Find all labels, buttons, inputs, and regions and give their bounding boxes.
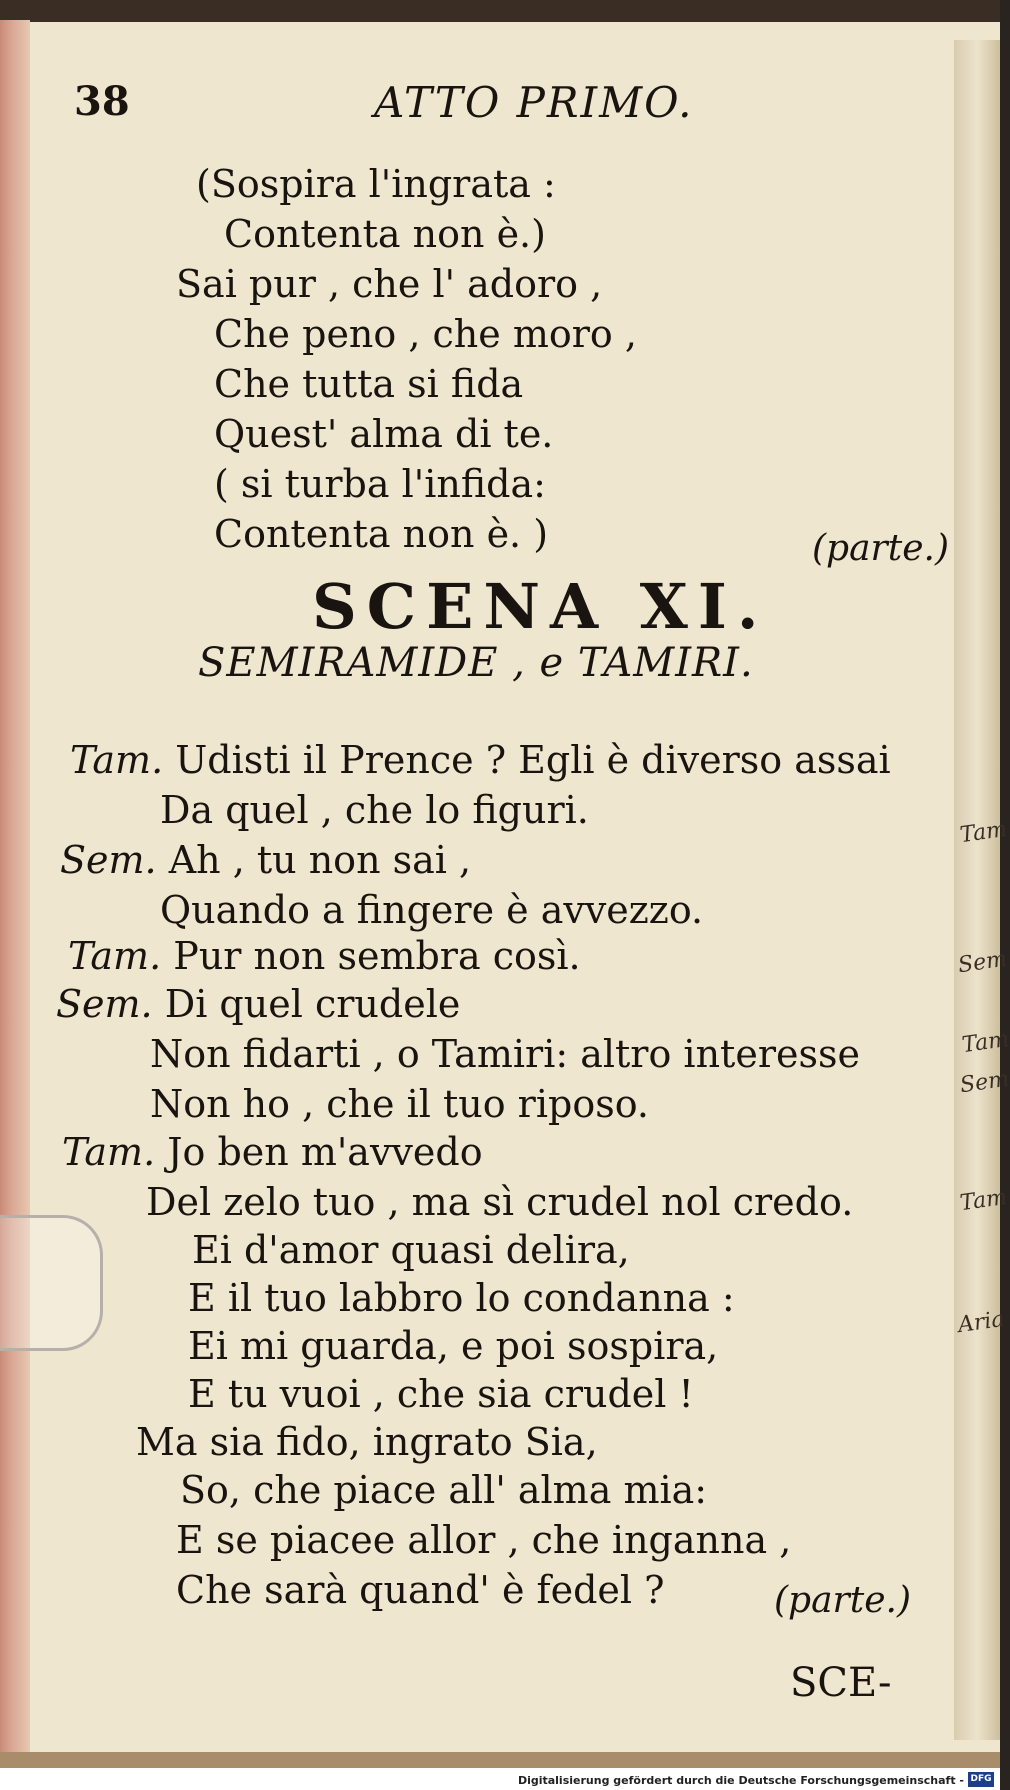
verse-line: Che peno , che moro , — [214, 312, 637, 356]
speaker-label: Tam. — [62, 1130, 156, 1174]
footer-bar — [0, 1768, 1000, 1790]
aria-line: So, che piace all' alma mia: — [180, 1468, 708, 1512]
margin-next-page-label: Aria — [956, 1306, 1007, 1339]
page-left-edge — [0, 20, 30, 1760]
speaker-label: Tam. — [68, 934, 162, 978]
verse-line: Quest' alma di te. — [214, 412, 554, 456]
dialogue-line: Non ho , che il tuo riposo. — [150, 1082, 649, 1126]
page-number: 38 — [74, 78, 130, 125]
footer-credit: Digitalisierung gefördert durch die Deutsche Forschungsgemeinschaft - — [517, 1774, 964, 1787]
verse-line: (Sospira l'ingrata : — [196, 162, 556, 206]
margin-next-page-label: Tam — [958, 816, 1009, 849]
verse-line: Contenta non è. ) — [214, 512, 549, 556]
stage-direction-exit: (parte.) — [774, 1580, 912, 1621]
dialogue-line: Da quel , che lo figuri. — [160, 788, 589, 832]
dialogue-line: Tam. Jo ben m'avvedo — [62, 1130, 483, 1174]
page-bottom-edge — [0, 1752, 1000, 1768]
verse-line: Che tutta si fida — [214, 362, 524, 406]
dialogue-line: Sem. Di quel crudele — [56, 982, 461, 1026]
aria-line: E il tuo labbro lo condanna : — [188, 1276, 735, 1320]
dfg-logo: DFG — [968, 1772, 994, 1787]
dialogue-line: Non fidarti , o Tamiri: altro interesse — [150, 1032, 860, 1076]
aria-line: Ei mi guarda, e poi sospira, — [188, 1324, 719, 1368]
aria-line: Ei d'amor quasi delira, — [192, 1228, 630, 1272]
speaker-label: Sem. — [56, 982, 153, 1026]
dialogue-line: Del zelo tuo , ma sì crudel nol credo. — [146, 1180, 854, 1224]
margin-next-page-label: Tam — [958, 1184, 1009, 1217]
catchword: SCE- — [790, 1660, 892, 1706]
speaker-label: Sem. — [60, 838, 157, 882]
scene-characters: SEMIRAMIDE , e TAMIRI. — [198, 640, 754, 686]
page-top-shadow — [0, 0, 1000, 22]
dialogue-line: Tam. Udisti il Prence ? Egli è diverso assai — [70, 738, 891, 782]
page-header — [74, 78, 940, 134]
speaker-label: Tam. — [70, 738, 164, 782]
aria-line: Che sarà quand' è fedel ? — [176, 1568, 665, 1612]
margin-next-page-label: Sem — [956, 946, 1009, 979]
scene-title: SCENA XI. — [312, 570, 769, 643]
page-clip — [0, 1215, 103, 1351]
aria-line: Ma sia fido, ingrato Sia, — [136, 1420, 598, 1464]
running-head: ATTO PRIMO. — [374, 78, 694, 127]
margin-next-page-label: Tam — [960, 1026, 1010, 1059]
page-right-edge — [954, 40, 1000, 1740]
aria-line: E se piacee allor , che inganna , — [176, 1518, 792, 1562]
dialogue-line: Tam. Pur non sembra così. — [68, 934, 581, 978]
aria-line: E tu vuoi , che sia crudel ! — [188, 1372, 694, 1416]
verse-line: Contenta non è.) — [224, 212, 546, 256]
dialogue-line: Sem. Ah , tu non sai , — [60, 838, 472, 882]
dialogue-line: Quando a fingere è avvezzo. — [160, 888, 704, 932]
verse-line: Sai pur , che l' adoro , — [176, 262, 603, 306]
verse-line: ( si turba l'infida: — [214, 462, 546, 506]
stage-direction-exit: (parte.) — [812, 528, 950, 569]
margin-next-page-label: Sem — [958, 1066, 1010, 1099]
